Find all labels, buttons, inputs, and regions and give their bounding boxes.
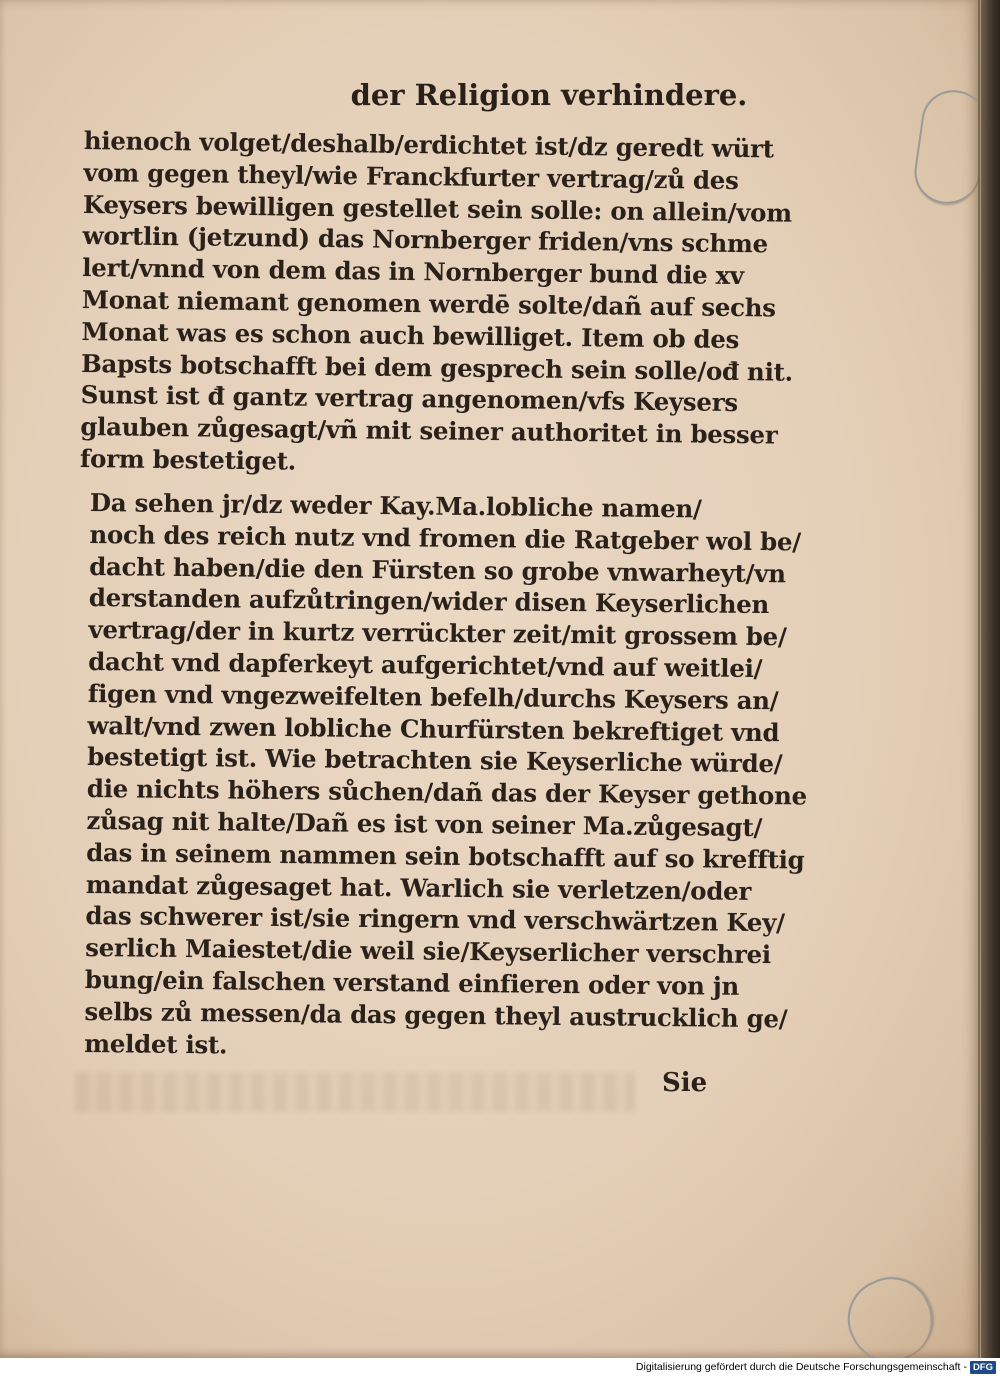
text-line: glauben zůgesagt/vñ mit seiner authoritet in besser: [80, 412, 778, 450]
text-line: walt/vnd zwen lobliche Churfürsten bekreftiget vnd: [87, 710, 780, 747]
text-line: vom gegen theyl/wie Franckfurter vertrag/zů des: [83, 157, 739, 195]
text-line: bestetigt ist. Wie betrachten sie Keyserliche würde/: [87, 742, 783, 779]
text-line: vertrag/der in kurtz verrückter zeit/mit grossem be/: [88, 615, 787, 652]
text-line: figen vnd vngezweifelten befelh/durchs Keysers an/: [87, 678, 779, 716]
paragraph-2: [84, 487, 808, 1066]
text-line: Bapsts botschafft bei dem gesprech sein solle/ođ nit.: [80, 348, 793, 387]
running-head: der Religion verhindere.: [350, 78, 748, 112]
funding-credit-text: Digitalisierung gefördert durch die Deutsche Forschungsgemeinschaft: [635, 1361, 961, 1373]
text-line: zůsag nit halte/Dañ es ist von seiner Ma.zůgesagt/: [86, 805, 763, 843]
text-line: Da sehen jr/dz weder Kay.Ma.lobliche namen/: [89, 487, 702, 524]
text-line: meldet ist.: [84, 1028, 228, 1060]
footer-separator: -: [963, 1361, 967, 1373]
paragraph-1: [79, 125, 793, 483]
show-through-text: [75, 1072, 635, 1112]
text-line: das schwerer ist/sie ringern vnd verschwärtzen Key/: [85, 901, 785, 938]
text-line: dacht vnd dapferkeyt aufgerichtet/vnd auf weitlei/: [88, 646, 763, 684]
text-line: bung/ein falschen verstand einfieren oder von jn: [84, 964, 740, 1001]
footer-credit: [636, 1358, 996, 1376]
text-line: noch des reich nutz vnd fromen die Ratgeber wol be/: [89, 519, 802, 557]
text-line: das in seinem nammen sein botschafft auf so krefftig: [86, 837, 805, 875]
text-line: serlich Maiestet/die weil sie/Keyserlicher verschrei: [85, 933, 772, 970]
dfg-logo-icon: DFG: [970, 1361, 996, 1374]
catchword: Sie: [662, 1068, 708, 1098]
text-line: mandat zůgesaget hat. Warlich sie verletzen/oder: [85, 869, 752, 906]
page-stack-edge: [978, 0, 1000, 1358]
text-line: selbs zů messen/da das gegen theyl austrucklich ge/: [84, 996, 788, 1034]
text-line: Keysers bewilligen gestellet sein solle: on allein/vom: [82, 189, 792, 228]
text-line: derstanden aufzůtringen/wider disen Keyserlichen: [88, 583, 770, 620]
text-line: Sunst ist đ gantz vertrag angenomen/vfs Keysers: [80, 380, 738, 418]
text-line: Monat niemant genomen werdē solte/dañ auf sechs: [81, 284, 776, 323]
text-line: dacht haben/die den Fürsten so grobe vnwarheyt/vn: [89, 551, 786, 588]
text-line: form bestetiget.: [79, 443, 297, 476]
text-line: wortlin (jetzund) das Nornberger friden/vns schme: [82, 221, 769, 259]
text-line: hienoch volget/deshalb/erdichtet ist/dz geredt würt: [83, 125, 774, 164]
text-line: lert/vnnd von dem das in Nornberger bund die xv: [82, 253, 745, 291]
text-line: die nichts höhers sůchen/dañ das der Keyser gethone: [86, 774, 808, 811]
text-line: Monat was es schon auch bewilliget. Item ob des: [81, 316, 740, 354]
